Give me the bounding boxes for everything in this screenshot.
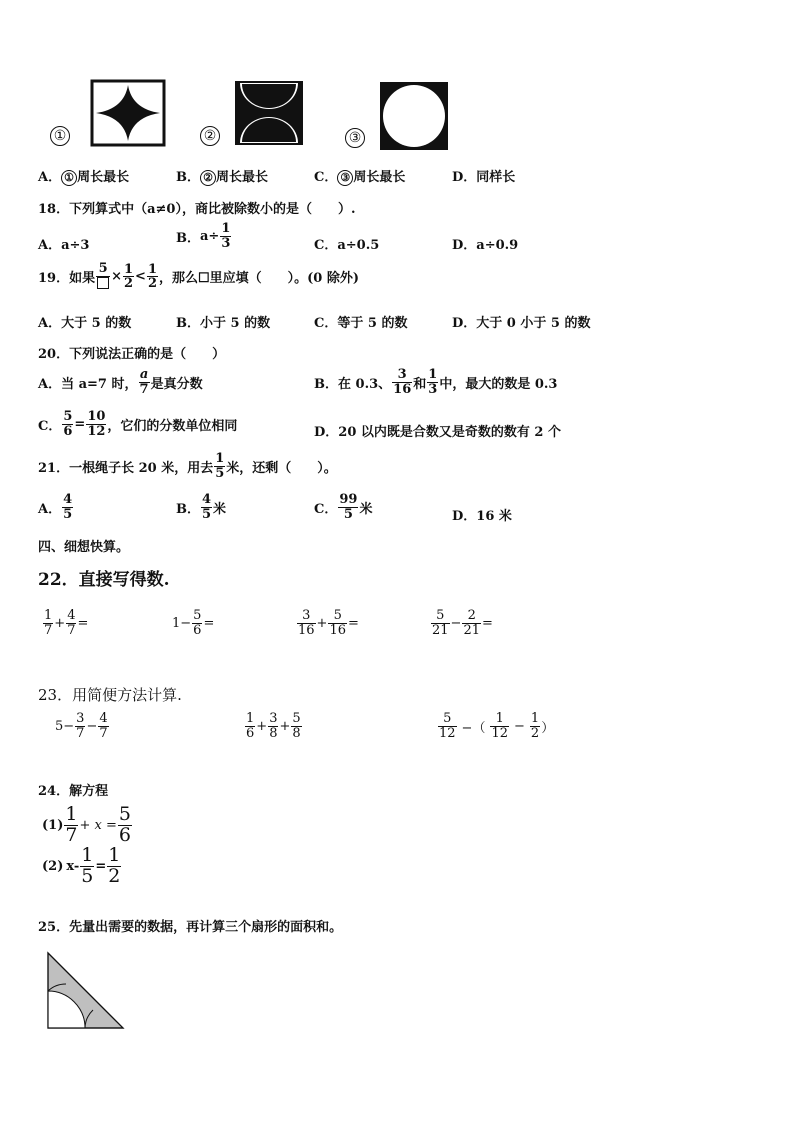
fraction: $\frac{5}{16}$ (329, 608, 346, 638)
q19-option-b[interactable]: B．小于 5 的数 (176, 316, 271, 331)
fraction: 5 (96, 262, 110, 291)
fraction: $\frac{1}{2}$ (530, 711, 540, 741)
fraction: 4 5 (202, 492, 212, 522)
q20-stem: 20．下列说法正确的是（ ） (38, 347, 226, 362)
q17-option-b[interactable]: B． ② 周长最长 (176, 170, 269, 185)
q21-option-c[interactable]: C． 99 5 米 (314, 492, 373, 522)
q23-title: 23．用简便方法计算. (38, 686, 182, 704)
q20-option-d[interactable]: D．20 以内既是合数又是奇数的数有 2 个 (314, 425, 561, 440)
fraction: $\frac{1}{3}$ (221, 221, 231, 251)
q22-expr-3: 3 16 + $\frac{5}{16}$ = (298, 608, 359, 638)
q25-title: 25．先量出需要的数据，再计算三个扇形的面积和。 (38, 920, 343, 935)
fraction: $\frac{1}{2}$ (124, 261, 134, 292)
q21-stem: 21．一根绳子长 20 米，用去 1 5 米，还剩（ ）。 (38, 451, 337, 481)
q22-expr-1: 1 7 + $\frac{4}{7}$ = (44, 608, 89, 638)
fraction: a 7 (139, 367, 149, 397)
q18-option-d[interactable]: D．a÷0.9 (452, 238, 519, 253)
fraction: $\frac{5}{8}$ (292, 711, 301, 741)
figure-1-star-shape (90, 79, 166, 147)
q18-option-c[interactable]: C．a÷0.5 (314, 238, 380, 253)
fraction: 1 5 (215, 451, 225, 481)
fraction: $\frac{5}{6}$ (63, 409, 73, 439)
q18-option-a[interactable]: A．a÷3 (38, 238, 90, 253)
fraction: $\frac{10}{12}$ (87, 409, 106, 439)
fraction: $\frac{2}{21}$ (463, 608, 480, 638)
q20-option-b[interactable]: B． 在 0.3、 3 16 和 1 3 中，最大的数是 0.3 (314, 367, 558, 397)
q19-option-c[interactable]: C．等于 5 的数 (314, 316, 408, 331)
q20-option-c[interactable]: C． $\frac{5}{6}$ = $\frac{10}{12}$ ，它们的分数单位相同 (38, 409, 238, 439)
fraction: 1 7 (44, 608, 53, 638)
blank-box (97, 277, 109, 289)
q17-option-a[interactable]: A． ① 周长最长 (38, 170, 130, 185)
fraction: $\frac{4}{7}$ (67, 608, 76, 638)
fraction: $\frac{5}{6}$ (118, 803, 131, 846)
fraction: 3 16 (393, 367, 412, 397)
q24-problem-2: (2) x- $\frac{1}{5}$ = $\frac{1}{2}$ (42, 844, 121, 887)
q19-option-d[interactable]: D．大于 0 小于 5 的数 (452, 316, 591, 331)
fraction: $\frac{4}{7}$ (99, 711, 108, 741)
q17-option-d[interactable]: D．同样长 (452, 170, 516, 185)
q22-title: 22．直接写得数. (38, 570, 170, 590)
q25-triangle-sectors-figure (45, 950, 127, 1032)
q24-problem-1: (1) 1 7 + x = $\frac{5}{6}$ (42, 803, 131, 846)
section-4-heading: 四、细想快算。 (38, 540, 130, 555)
figure-3-circle-shape (379, 81, 449, 151)
q23-expr-3: 5 12 −（ 1 12 − $\frac{1}{2}$ ） (439, 711, 555, 741)
figure-2-semicircles-shape (234, 80, 304, 146)
fraction: 1 7 (65, 803, 78, 846)
fraction: 1 12 (491, 711, 508, 741)
fraction: $\frac{1}{2}$ (108, 844, 121, 887)
fraction: $\frac{3}{7}$ (76, 711, 85, 741)
fraction: $\frac{1}{5}$ (81, 844, 94, 887)
q23-expr-1: 5− $\frac{3}{7}$ − $\frac{4}{7}$ (55, 711, 108, 741)
q18-option-b[interactable]: B． a÷ $\frac{1}{3}$ (176, 221, 231, 251)
q24-title: 24．解方程 (38, 784, 109, 799)
fraction: 1 3 (428, 367, 438, 397)
q21-option-b[interactable]: B． 4 5 米 (176, 492, 227, 522)
q17-option-c[interactable]: C． ③ 周长最长 (314, 170, 406, 185)
fraction: 4 5 (63, 492, 73, 522)
q21-option-a[interactable]: A． 4 5 (38, 492, 73, 522)
q22-expr-4: 5 21 − $\frac{2}{21}$ = (432, 608, 493, 638)
q19-option-a[interactable]: A．大于 5 的数 (38, 316, 132, 331)
figure-1-label: ① (50, 126, 70, 146)
figure-3-label: ③ (345, 128, 365, 148)
fraction: $\frac{3}{8}$ (269, 711, 278, 741)
q21-option-d[interactable]: D．16 米 (452, 509, 512, 524)
q22-expr-2: 1− $\frac{5}{6}$ = (172, 608, 215, 638)
fraction: $\frac{5}{6}$ (193, 608, 202, 638)
fraction: 1 6 (246, 711, 255, 741)
q19-stem: 19．如果 5 × $\frac{1}{2}$ < 1 2 ，那么☐里应填（ ）。(0 除外) (38, 261, 360, 292)
fraction: 99 5 (339, 492, 358, 522)
figure-2-label: ② (200, 126, 220, 146)
q23-expr-2: 1 6 + $\frac{3}{8}$ + $\frac{5}{8}$ (246, 711, 301, 741)
fraction: 1 2 (147, 261, 157, 292)
q18-stem: 18．下列算式中（a≠0），商比被除数小的是（ ）. (38, 202, 356, 217)
fraction: 3 16 (298, 608, 315, 638)
fraction: 5 21 (432, 608, 449, 638)
fraction: 5 12 (439, 711, 456, 741)
q20-option-a[interactable]: A． 当 a=7 时， a 7 是真分数 (38, 367, 203, 397)
